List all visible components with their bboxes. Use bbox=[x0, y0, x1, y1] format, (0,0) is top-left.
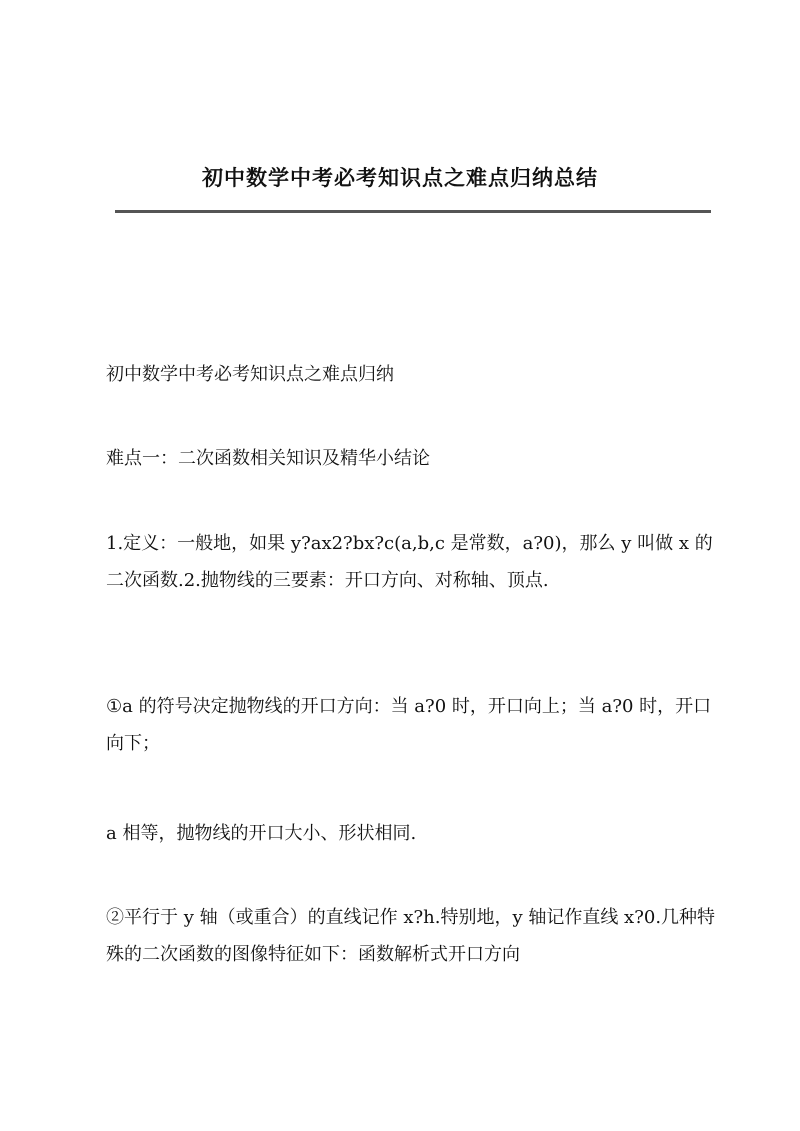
paragraph-shape: a 相等，抛物线的开口大小、形状相同. bbox=[106, 823, 417, 844]
paragraph-axis: ②平行于 y 轴（或重合）的直线记作 x?h.特别地，y 轴记作直线 x?0.几种特殊的二次函数的图像特征如下：函数解析式开口方向 bbox=[106, 907, 716, 965]
title-divider bbox=[115, 210, 711, 213]
paragraph-definition: 1.定义：一般地，如果 y?ax2?bx?c(a,b,c 是常数，a?0)，那么 y 叫做 x 的二次函数.2.抛物线的三要素：开口方向、对称轴、顶点. bbox=[106, 533, 713, 591]
paragraph-opening-direction: ①a 的符号决定抛物线的开口方向：当 a?0 时，开口向上；当 a?0 时，开口向下； bbox=[106, 696, 712, 754]
paragraph-section-title: 难点一：二次函数相关知识及精华小结论 bbox=[106, 448, 430, 469]
paragraph-heading: 初中数学中考必考知识点之难点归纳 bbox=[106, 364, 394, 385]
document-title: 初中数学中考必考知识点之难点归纳总结 bbox=[202, 165, 598, 190]
